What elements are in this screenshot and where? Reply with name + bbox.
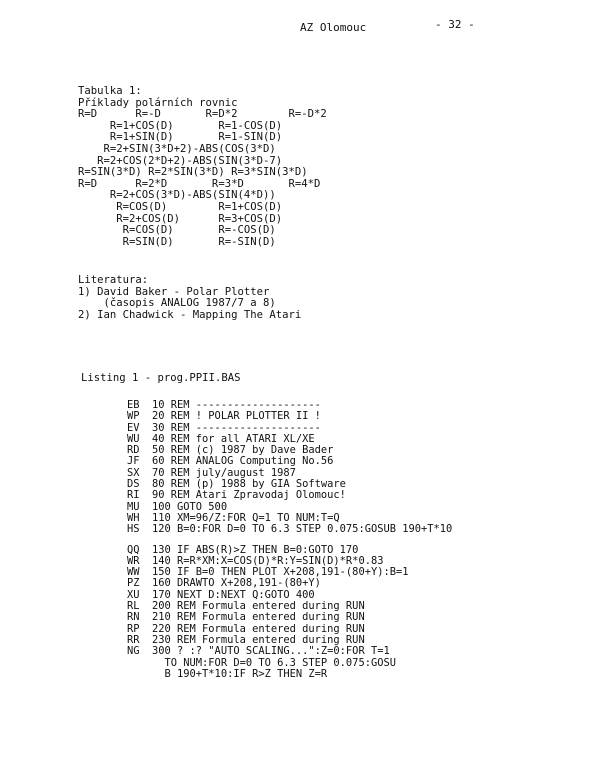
checksum-tag: RI <box>127 489 140 502</box>
code-text: 120 B=0:FOR D=0 TO 6.3 STEP 0.075:GOSUB 190+T*10 <box>152 523 453 536</box>
code-text: 60 REM ANALOG Computing No.56 <box>152 455 334 468</box>
table-row: R=D R=2*D R=3*D R=4*D <box>78 177 321 190</box>
code-text: 90 REM Atari Zpravodaj Olomouc! <box>152 489 346 502</box>
checksum-tag: RD <box>127 444 140 457</box>
code-text: 70 REM july/august 1987 <box>152 466 296 479</box>
code-text: 100 GOTO 500 <box>152 500 228 513</box>
table-row: R=2+COS(3*D)-ABS(SIN(4*D)) <box>78 189 276 202</box>
code-text: 140 R=R*XM:X=COS(D)*R:Y=SIN(D)*R*0.83 <box>152 554 384 567</box>
code-text: 30 REM -------------------- <box>152 421 321 434</box>
table-row: R=SIN(3*D) R=2*SIN(3*D) R=3*SIN(3*D) <box>78 166 308 179</box>
table-row: R=2+COS(D) R=3+COS(D) <box>78 212 283 225</box>
code-text: 130 IF ABS(R)>Z THEN B=0:GOTO 170 <box>152 543 359 556</box>
table-row: R=SIN(D) R=-SIN(D) <box>78 235 276 248</box>
code-text: 110 XM=96/Z:FOR Q=1 TO NUM:T=Q <box>152 511 340 524</box>
code-text: 210 REM Formula entered during RUN <box>152 611 365 624</box>
polar-equations-table <box>78 86 327 248</box>
checksum-tag: XU <box>127 588 140 601</box>
checksum-tag: RN <box>127 611 140 624</box>
literature-item: 1) David Baker - Polar Plotter <box>78 285 270 298</box>
checksum-tag: MU <box>127 500 140 513</box>
checksum-tag: EB <box>127 399 140 411</box>
code-text: 20 REM ! POLAR PLOTTER II ! <box>152 410 321 423</box>
code-text: 160 DRAWTO X+208,191-(80+Y) <box>152 577 321 590</box>
checksum-tag: RP <box>127 622 140 635</box>
code-text: 80 REM (p) 1988 by GIA Software <box>152 478 346 491</box>
checksum-tag: WH <box>127 511 140 524</box>
code-text: 220 REM Formula entered during RUN <box>152 622 365 635</box>
checksum-tag: QQ <box>127 543 140 556</box>
code-text: 300 ? :? "AUTO SCALING...":Z=0:FOR T=1 <box>152 645 390 658</box>
table-row: R=D R=-D R=D*2 R=-D*2 <box>78 108 327 121</box>
code-text: 50 REM (c) 1987 by Dave Bader <box>152 444 334 457</box>
checksum-tag: RR <box>127 633 140 646</box>
checksum-tag: DS <box>127 478 140 491</box>
code-text: 200 REM Formula entered during RUN <box>152 600 365 613</box>
code-text: TO NUM:FOR D=0 TO 6.3 STEP 0.075:GOSU <box>152 656 396 669</box>
header-title: AZ Olomouc <box>300 21 367 34</box>
page-number: - 32 - <box>435 18 475 31</box>
checksum-tag: WR <box>127 554 140 567</box>
checksum-tag: PZ <box>127 577 140 590</box>
table-row: R=1+SIN(D) R=1-SIN(D) <box>78 131 283 144</box>
checksum-tag: JF <box>127 455 140 468</box>
table-subtitle: Příklady polárních rovnic <box>78 96 238 109</box>
checksum-tag: HS <box>127 523 140 536</box>
code-text: B 190+T*10:IF R>Z THEN Z=R <box>152 667 328 680</box>
table-row: R=1+COS(D) R=1-COS(D) <box>78 119 283 132</box>
checksum-tag: RL <box>127 600 140 613</box>
checksum-tag: SX <box>127 466 140 479</box>
literature-section <box>78 275 301 321</box>
literature-item: (časopis ANALOG 1987/7 a 8) <box>78 297 276 310</box>
table-caption: Tabulka 1: <box>78 85 142 97</box>
listing-title: Listing 1 - prog.PPII.BAS <box>81 372 241 384</box>
checksum-tag: WP <box>127 410 140 423</box>
code-listing <box>127 400 452 680</box>
literature-heading: Literatura: <box>78 274 149 286</box>
table-row: R=2+COS(2*D+2)-ABS(SIN(3*D-7) <box>78 154 283 167</box>
checksum-tag: EV <box>127 421 140 434</box>
table-row: R=COS(D) R=-COS(D) <box>78 224 276 237</box>
checksum-tag: WW <box>127 566 140 579</box>
code-line <box>127 669 452 680</box>
code-text: 10 REM -------------------- <box>152 399 321 411</box>
checksum-tag: NG <box>127 645 140 658</box>
code-text: 170 NEXT D:NEXT Q:GOTO 400 <box>152 588 315 601</box>
literature-item: 2) Ian Chadwick - Mapping The Atari <box>78 308 302 321</box>
code-text: 40 REM for all ATARI XL/XE <box>152 432 315 445</box>
code-line <box>127 524 452 535</box>
checksum-tag: WU <box>127 432 140 445</box>
code-text: 150 IF B=0 THEN PLOT X+208,191-(80+Y):B=1 <box>152 566 409 579</box>
code-text: 230 REM Formula entered during RUN <box>152 633 365 646</box>
table-row: R=2+SIN(3*D+2)-ABS(COS(3*D) <box>78 142 276 155</box>
table-row: R=COS(D) R=1+COS(D) <box>78 200 283 213</box>
